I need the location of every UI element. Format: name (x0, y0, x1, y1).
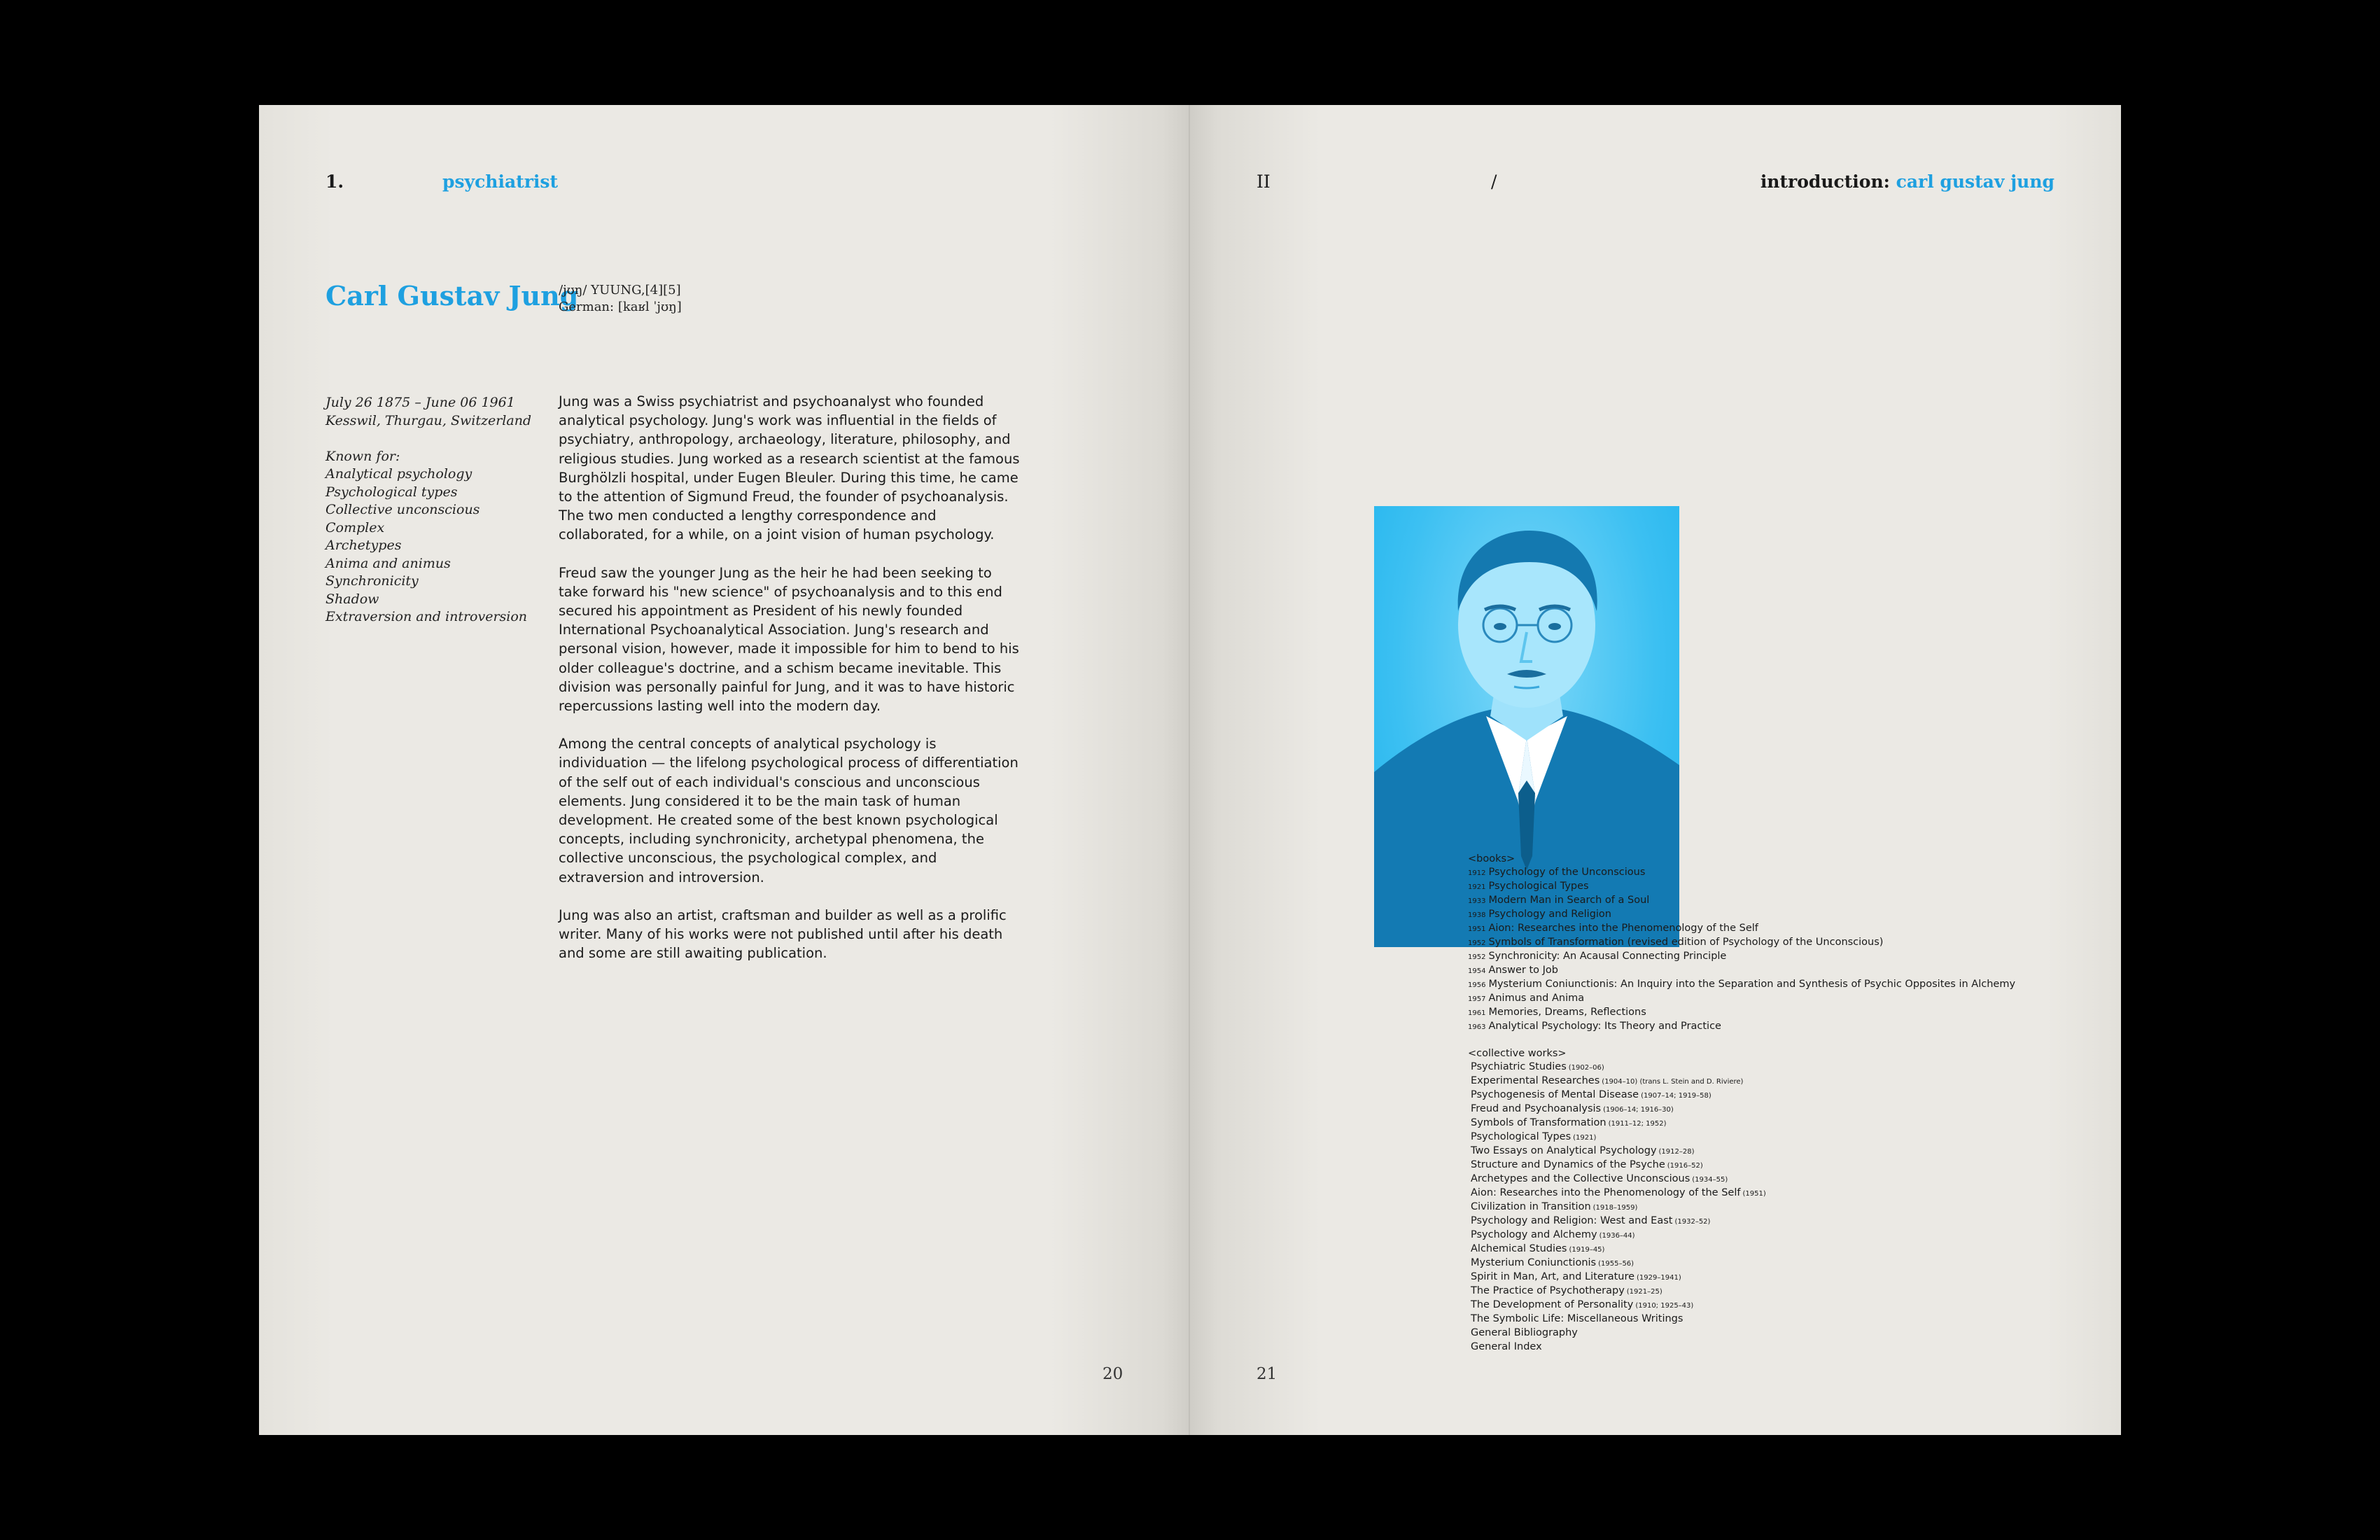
collected-work-years: (1936–44) (1599, 1232, 1635, 1240)
collected-work-title: Psychogenesis of Mental Disease (1471, 1089, 1639, 1100)
body-paragraph: Jung was also an artist, craftsman and builder as well as a prolific writer. Many of his works were not published until after his death and some are still awaiting publication. (559, 906, 1007, 962)
book-entry (1468, 894, 2015, 908)
collected-work-years: (1921) (1573, 1134, 1597, 1142)
collected-work-title: The Symbolic Life: Miscellaneous Writings (1471, 1313, 1684, 1324)
book-title: Animus and Anima (1488, 993, 1585, 1004)
collected-work-entry (1468, 1312, 2015, 1326)
left-page (259, 105, 1190, 1435)
book-title: Modern Man in Search of a Soul (1488, 895, 1650, 906)
pronunciation (559, 282, 682, 316)
known-for-item: Complex (326, 519, 385, 536)
collected-work-title: Structure and Dynamics of the Psyche (1471, 1159, 1665, 1170)
collected-work-title: General Index (1471, 1341, 1542, 1352)
collected-work-years: (1911–12; 1952) (1608, 1120, 1667, 1128)
known-for-label: Known for: (326, 448, 400, 464)
book-entry (1468, 964, 2015, 978)
book-year: 1952 (1468, 939, 1486, 947)
pronunciation-german: German: [kaʁl ˈjʊŋ] (559, 300, 682, 314)
book-year: 1952 (1468, 953, 1486, 961)
collected-work-entry (1468, 1242, 2015, 1256)
collected-work-years: (1916–52) (1667, 1162, 1703, 1170)
book-title: Answer to Job (1488, 965, 1558, 976)
collected-work-years: (1929–1941) (1637, 1274, 1681, 1282)
book-entry (1468, 936, 2015, 950)
collected-work-title: Civilization in Transition (1471, 1201, 1591, 1212)
page-number-left: 20 (1102, 1365, 1124, 1383)
book-entry (1468, 1006, 2015, 1020)
book-title: Psychological Types (1488, 881, 1589, 892)
collected-work-title: The Practice of Psychotherapy (1471, 1285, 1625, 1296)
collected-work-entry (1468, 1214, 2015, 1228)
collected-work-entry (1468, 1284, 2015, 1298)
collected-work-title: Mysterium Coniunctionis (1471, 1257, 1597, 1268)
book-title: Synchronicity: An Acausal Connecting Principle (1488, 951, 1727, 962)
collected-work-entry (1468, 1270, 2015, 1284)
known-for-item: Psychological types (326, 484, 458, 500)
collected-work-entry (1468, 1116, 2015, 1130)
header-slash: / (1491, 172, 1497, 192)
collected-work-entry (1468, 1228, 2015, 1242)
book-entry (1468, 992, 2015, 1006)
known-for-list (326, 465, 531, 626)
collected-works-list (1468, 1060, 2015, 1354)
collected-work-years: (1906–14; 1916–30) (1603, 1106, 1674, 1114)
pronunciation-english: /jʊŋ/ YUUNG,[4][5] (559, 283, 681, 298)
collected-work-title: Two Essays on Analytical Psychology (1471, 1145, 1657, 1156)
book-title: Analytical Psychology: Its Theory and Practice (1488, 1021, 1721, 1032)
collected-work-years: (1904–10) (trans L. Stein and D. Riviere) (1602, 1078, 1744, 1086)
book-title: Symbols of Transformation (revised edition of Psychology of the Unconscious) (1488, 937, 1884, 948)
book-title: Mysterium Coniunctionis: An Inquiry into the Separation and Synthesis of Psychic Opposites in Alchemy (1488, 979, 2016, 990)
collected-work-years: (1951) (1742, 1190, 1766, 1198)
book-entry (1468, 1020, 2015, 1034)
book-year: 1938 (1468, 911, 1486, 919)
book-year: 1912 (1468, 869, 1486, 877)
books-label: <books> (1468, 853, 1516, 864)
book-year: 1963 (1468, 1023, 1486, 1031)
collected-work-years: (1955–56) (1598, 1260, 1634, 1268)
page-number-right: 21 (1256, 1365, 1278, 1383)
book-year: 1933 (1468, 897, 1486, 905)
book-entry (1468, 922, 2015, 936)
person-name: Carl Gustav Jung (326, 280, 579, 312)
collected-work-years: (1919–45) (1569, 1246, 1605, 1254)
book-entry (1468, 950, 2015, 964)
collected-work-title: Psychiatric Studies (1471, 1061, 1567, 1072)
header-prefix: introduction: (1760, 172, 1890, 192)
collected-works-label: <collective works> (1468, 1048, 1567, 1059)
collected-work-entry (1468, 1340, 2015, 1354)
collected-work-title: Symbols of Transformation (1471, 1117, 1606, 1128)
book-entry (1468, 866, 2015, 880)
book-year: 1954 (1468, 967, 1486, 975)
collected-work-title: Aion: Researches into the Phenomenology of the Self (1471, 1187, 1741, 1198)
roman-numeral: II (1256, 172, 1270, 192)
books-list (1468, 866, 2015, 1034)
life-dates: July 26 1875 – June 06 1961 (326, 395, 515, 410)
collected-work-title: Spirit in Man, Art, and Literature (1471, 1271, 1635, 1282)
book-entry (1468, 978, 2015, 992)
collected-work-entry (1468, 1200, 2015, 1214)
book-title: Psychology of the Unconscious (1488, 867, 1646, 878)
collected-work-entry (1468, 1130, 2015, 1144)
bibliography (1468, 853, 2015, 1354)
book-year: 1957 (1468, 995, 1486, 1003)
collected-work-title: Experimental Researches (1471, 1075, 1600, 1086)
book-title: Memories, Dreams, Reflections (1488, 1007, 1646, 1018)
known-for-item: Archetypes (326, 538, 402, 553)
collected-work-entry (1468, 1256, 2015, 1270)
book-year: 1921 (1468, 883, 1486, 891)
book-year: 1956 (1468, 981, 1486, 989)
book-title: Psychology and Religion (1488, 909, 1611, 920)
collected-work-years: (1907–14; 1919–58) (1641, 1092, 1712, 1100)
collected-work-entry (1468, 1298, 2015, 1312)
body-paragraph: Among the central concepts of analytical psychology is individuation — the lifelong psychological process of differentiation of the self out of each individual's conscious and unconscious elements. Jung considered it to be the main task of human development. He created some of the best known psychological concepts, including synchronicity, archetypal phenomena, the collective unconscious, the psychological complex, and extraversion and introversion. (559, 736, 1018, 886)
collected-work-entry (1468, 1074, 2015, 1088)
bio-sidebar (326, 394, 531, 626)
collected-work-title: Psychological Types (1471, 1131, 1572, 1142)
collected-work-title: Freud and Psychoanalysis (1471, 1103, 1602, 1114)
collected-work-title: Alchemical Studies (1471, 1243, 1567, 1254)
chapter-number: 1. (326, 172, 344, 192)
collected-work-title: Psychology and Religion: West and East (1471, 1215, 1673, 1226)
body-paragraph: Freud saw the younger Jung as the heir he had been seeking to take forward his "new science" of psychoanalysis and to this end secured his appointment as President of his newly founded International Psychoanalytical Association. Jung's research and personal vision, however, made it impossible for him to bend to his older colleague's doctrine, and a schism became inevitable. This division was personally painful for Jung, and it was to have historic repercussions lasting well into the modern day. (559, 564, 1019, 715)
body-paragraph: Jung was a Swiss psychiatrist and psychoanalyst who founded analytical psychology. Jung's work was influential in the fields of psychiatry, anthropology, archaeology, literature, philosophy, and religious studies. Jung worked as a research scientist at the famous Burghölzli hospital, under Eugen Bleuler. During this time, he came to the attention of Sigmund Freud, the founder of psychoanalysis. The two men conducted a lengthy correspondence and collaborated, for a while, on a joint vision of human psychology. (559, 393, 1020, 543)
collected-work-years: (1934–55) (1692, 1176, 1728, 1184)
body-text (559, 392, 1021, 981)
collected-work-entry (1468, 1088, 2015, 1102)
header-accent: carl gustav jung (1896, 172, 2054, 192)
collected-work-title: Psychology and Alchemy (1471, 1229, 1597, 1240)
collected-work-entry (1468, 1326, 2015, 1340)
collected-work-title: The Development of Personality (1471, 1299, 1634, 1310)
collected-work-years: (1921–25) (1626, 1288, 1662, 1296)
collected-work-entry (1468, 1102, 2015, 1116)
collected-work-entry (1468, 1158, 2015, 1172)
chapter-label: psychiatrist (442, 172, 559, 192)
known-for-item: Anima and animus (326, 555, 451, 571)
collected-work-years: (1932–52) (1674, 1218, 1711, 1226)
collected-work-title: General Bibliography (1471, 1327, 1578, 1338)
known-for-item: Collective unconscious (326, 502, 480, 517)
collected-work-years: (1918–1959) (1592, 1204, 1638, 1212)
known-for-item: Analytical psychology (326, 466, 472, 482)
collected-work-years: (1912–28) (1658, 1148, 1695, 1156)
book-year: 1961 (1468, 1009, 1486, 1017)
collected-work-entry (1468, 1144, 2015, 1158)
birthplace: Kesswil, Thurgau, Switzerland (326, 412, 532, 428)
collected-work-entry (1468, 1186, 2015, 1200)
collected-work-entry (1468, 1060, 2015, 1074)
book-entry (1468, 880, 2015, 894)
book-title: Aion: Researches into the Phenomenology of the Self (1488, 923, 1758, 934)
known-for-item: Synchronicity (326, 573, 419, 589)
book-spread (259, 105, 2121, 1435)
collected-work-title: Archetypes and the Collective Unconscious (1471, 1173, 1690, 1184)
book-year: 1951 (1468, 925, 1486, 933)
book-entry (1468, 908, 2015, 922)
known-for-item: Extraversion and introversion (326, 609, 528, 624)
running-header (1760, 172, 2054, 192)
known-for-item: Shadow (326, 591, 379, 607)
collected-work-entry (1468, 1172, 2015, 1186)
collected-work-years: (1902–06) (1568, 1064, 1604, 1072)
collected-work-years: (1910; 1925–43) (1635, 1302, 1694, 1310)
